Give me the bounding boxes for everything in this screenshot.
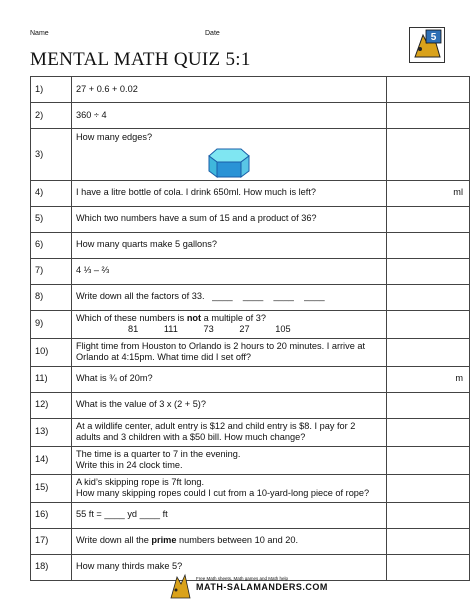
question-number: 1)	[31, 77, 72, 103]
quiz-table	[30, 76, 470, 581]
question-text: I have a litre bottle of cola. I drink 650ml. How much is left?	[72, 180, 387, 206]
question-number: 17)	[31, 528, 72, 554]
question-text: Which of these numbers is not a multiple of 3?	[76, 312, 266, 323]
answer-box[interactable]	[387, 474, 470, 502]
question-number: 15)	[31, 474, 72, 502]
answer-box[interactable]	[387, 129, 470, 181]
footer-branding	[168, 572, 328, 602]
date-label: Date	[205, 30, 220, 37]
question-number: 16)	[31, 502, 72, 528]
question-row	[31, 103, 470, 129]
answer-box[interactable]	[387, 392, 470, 418]
question-row	[31, 502, 470, 528]
question-row	[31, 310, 470, 338]
number-options: 81 111 73 27 105	[128, 324, 291, 334]
question-number: 12)	[31, 392, 72, 418]
answer-box[interactable]	[387, 554, 470, 580]
answer-box[interactable]	[387, 502, 470, 528]
question-number: 4)	[31, 180, 72, 206]
question-text: How many quarts make 5 gallons?	[72, 232, 387, 258]
question-number: 7)	[31, 258, 72, 284]
question-row	[31, 446, 470, 474]
question-text: What is ¾ of 20m?	[72, 366, 387, 392]
question-row	[31, 392, 470, 418]
question-text-line2: adults and 3 children with a $50 bill. How much change?	[76, 432, 306, 442]
question-number: 8)	[31, 284, 72, 310]
question-row	[31, 258, 470, 284]
answer-box[interactable]	[387, 103, 470, 129]
question-number: 18)	[31, 554, 72, 580]
answer-box[interactable]	[387, 446, 470, 474]
question-row	[31, 366, 470, 392]
question-text-line2: How many skipping ropes could I cut from a 10-yard-long piece of rope?	[76, 488, 370, 498]
question-number: 14)	[31, 446, 72, 474]
question-text: At a wildlife center, adult entry is $12 and child entry is $8. I pay for 2	[76, 420, 356, 431]
question-row	[31, 418, 470, 446]
question-text-line2: Orlando at 4:15pm. What time did I set off?	[76, 352, 251, 362]
answer-box[interactable]	[387, 338, 470, 366]
question-row	[31, 338, 470, 366]
answer-box[interactable]	[387, 77, 470, 103]
question-text: 27 + 0.6 + 0.02	[72, 77, 387, 103]
footer-tagline: Free Math sheets, Math games and Math help	[196, 576, 289, 581]
question-row	[31, 528, 470, 554]
logo-digit: 5	[430, 32, 437, 43]
answer-box[interactable]	[387, 418, 470, 446]
question-text: 55 ft = ____ yd ____ ft	[72, 502, 387, 528]
question-number: 10)	[31, 338, 72, 366]
question-number: 5)	[31, 206, 72, 232]
footer-brand: MATH-SALAMANDERS.COM	[196, 582, 328, 592]
answer-box[interactable]	[387, 258, 470, 284]
question-row	[31, 77, 470, 103]
question-text: 4 ⅓ – ⅔	[72, 258, 387, 284]
question-number: 11)	[31, 366, 72, 392]
answer-box[interactable]	[387, 206, 470, 232]
salamander-icon	[168, 572, 192, 600]
answer-box[interactable]	[387, 310, 470, 338]
page-title: MENTAL MATH QUIZ 5:1	[30, 49, 251, 70]
answer-box[interactable]	[387, 232, 470, 258]
question-text: How many thirds make 5?	[72, 554, 387, 580]
question-text: Write down all the prime numbers between 10 and 20.	[72, 528, 387, 554]
question-number: 9)	[31, 310, 72, 338]
answer-box[interactable]	[387, 528, 470, 554]
question-text-line2: Write this in 24 clock time.	[76, 460, 183, 470]
question-text: A kid’s skipping rope is 7ft long.	[76, 476, 205, 487]
question-number: 6)	[31, 232, 72, 258]
question-text: How many edges?	[76, 132, 153, 142]
question-text: 360 ÷ 4	[72, 103, 387, 129]
question-text: What is the value of 3 x (2 + 5)?	[72, 392, 387, 418]
salamander-logo	[409, 27, 445, 63]
answer-box[interactable]: ml	[387, 180, 470, 206]
question-text: The time is a quarter to 7 in the evening.	[76, 448, 241, 459]
answer-box[interactable]	[387, 284, 470, 310]
question-row	[31, 206, 470, 232]
hexagonal-prism-image	[205, 146, 253, 180]
question-number: 3)	[31, 129, 72, 181]
question-row	[31, 232, 470, 258]
question-number: 2)	[31, 103, 72, 129]
question-row	[31, 284, 470, 310]
question-text: Flight time from Houston to Orlando is 2 hours to 20 minutes. I arrive at	[76, 340, 366, 351]
question-text: Which two numbers have a sum of 15 and a product of 36?	[72, 206, 387, 232]
question-text: Write down all the factors of 33. ____ ____ ____ ____	[72, 284, 387, 310]
name-label: Name	[30, 30, 49, 37]
question-row	[31, 129, 470, 181]
question-row	[31, 474, 470, 502]
answer-box[interactable]: m	[387, 366, 470, 392]
question-row	[31, 180, 470, 206]
question-number: 13)	[31, 418, 72, 446]
